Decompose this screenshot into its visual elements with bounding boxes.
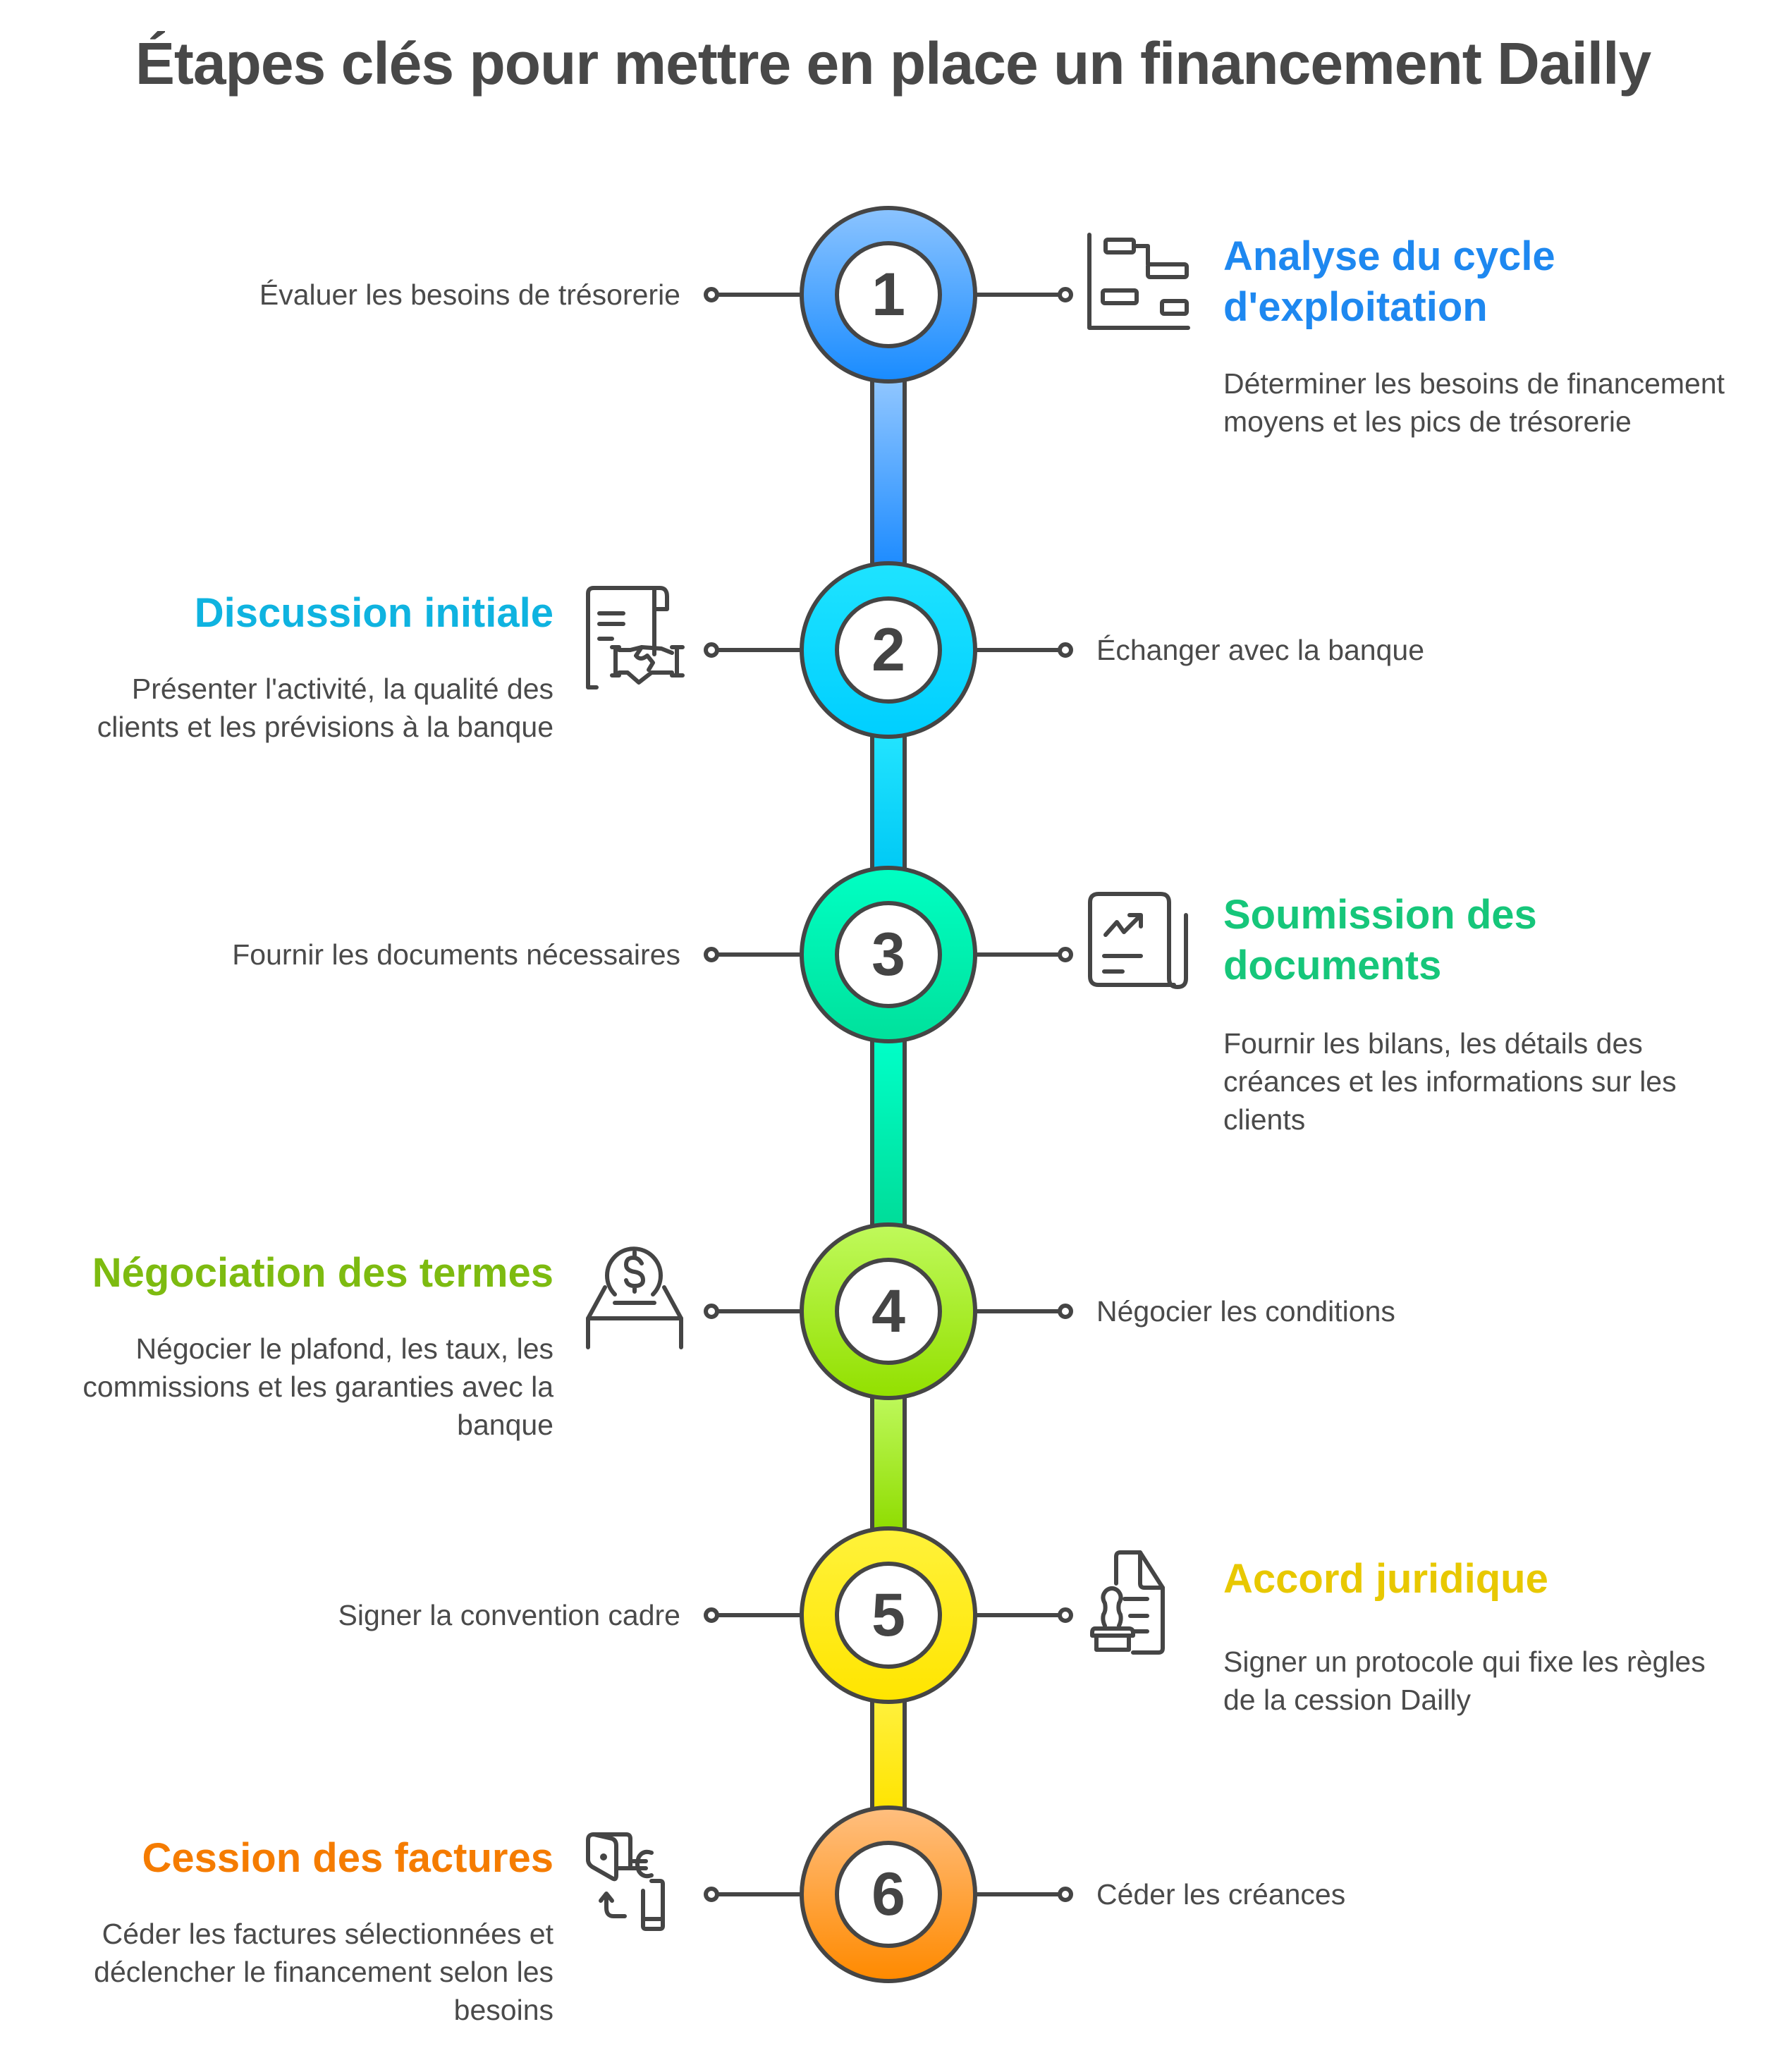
connector-dot [1058,642,1073,658]
step-node [800,1222,977,1400]
step-description: Présenter l'activité, la qualité des clients et les prévisions à la banque [97,673,553,743]
dollar-coin-deposit-icon [584,1245,686,1351]
connector-line-left [716,293,802,297]
contract-handshake-icon [584,585,686,691]
step-number: 6 [835,1841,942,1948]
step-number: 2 [835,596,942,704]
step-number: 1 [835,241,942,348]
connector-dot [704,642,719,658]
connector-bar-1-2 [870,381,907,564]
connector-bar-3-4 [870,1041,907,1228]
connector-line-left [716,648,802,652]
connector-dot [1058,947,1073,962]
connector-line-left [716,1309,802,1313]
connector-dot [704,947,719,962]
connector-bar-4-5 [870,1397,907,1531]
connector-line-right [975,1309,1061,1313]
stamp-document-icon [1089,1550,1195,1655]
step-node [800,206,977,384]
connector-dot [1058,287,1073,302]
step-short-label: Négocier les conditions [1096,1295,1395,1328]
step-short-label: Fournir les documents nécessaires [232,938,680,971]
connector-dot [704,1607,719,1623]
connector-dot [1058,1304,1073,1319]
report-chart-document-icon [1086,891,1192,993]
step-number: 3 [835,901,942,1008]
step-node [800,866,977,1043]
connector-dot [1058,1887,1073,1902]
step-description: Négocier le plafond, les taux, les commissions et les garanties avec la banque [82,1332,553,1441]
step-heading: Analyse du cycle d'exploitation [1223,233,1555,330]
step-short-label: Échanger avec la banque [1096,634,1425,666]
step-heading: Négociation des termes [92,1250,553,1296]
step-short-label: Signer la convention cadre [338,1599,680,1631]
connector-bar-2-3 [870,736,907,870]
step-node [800,1806,977,1983]
connector-dot [704,1887,719,1902]
step-heading: Accord juridique [1223,1556,1548,1602]
step-heading: Soumission des documents [1223,892,1537,988]
step-description: Fournir les bilans, les détails des créances et les informations sur les clients [1223,1027,1677,1136]
connector-line-right [975,1613,1061,1617]
connector-line-left [716,1613,802,1617]
step-node [800,561,977,739]
page-title: Étapes clés pour mettre en place un financement Dailly [135,30,1651,97]
gantt-chart-icon [1086,233,1192,331]
connector-line-left [716,952,802,957]
connector-bar-5-6 [870,1701,907,1811]
step-heading: Cession des factures [142,1835,553,1881]
euro-transfer-icon [584,1832,686,1932]
connector-line-left [716,1892,802,1896]
connector-dot [704,287,719,302]
step-description: Signer un protocole qui fixe les règles de la cession Dailly [1223,1645,1706,1716]
connector-line-right [975,1892,1061,1896]
step-description: Céder les factures sélectionnées et déclencher le financement selon les besoins [94,1918,553,2026]
step-short-label: Céder les créances [1096,1878,1346,1911]
connector-dot [1058,1607,1073,1623]
connector-line-right [975,648,1061,652]
step-node [800,1526,977,1704]
step-number: 5 [835,1562,942,1669]
connector-line-right [975,952,1061,957]
connector-line-right [975,293,1061,297]
step-description: Déterminer les besoins de financement moyens et les pics de trésorerie [1223,367,1725,438]
step-number: 4 [835,1258,942,1365]
connector-dot [704,1304,719,1319]
step-heading: Discussion initiale [194,590,553,636]
step-short-label: Évaluer les besoins de trésorerie [259,278,680,311]
